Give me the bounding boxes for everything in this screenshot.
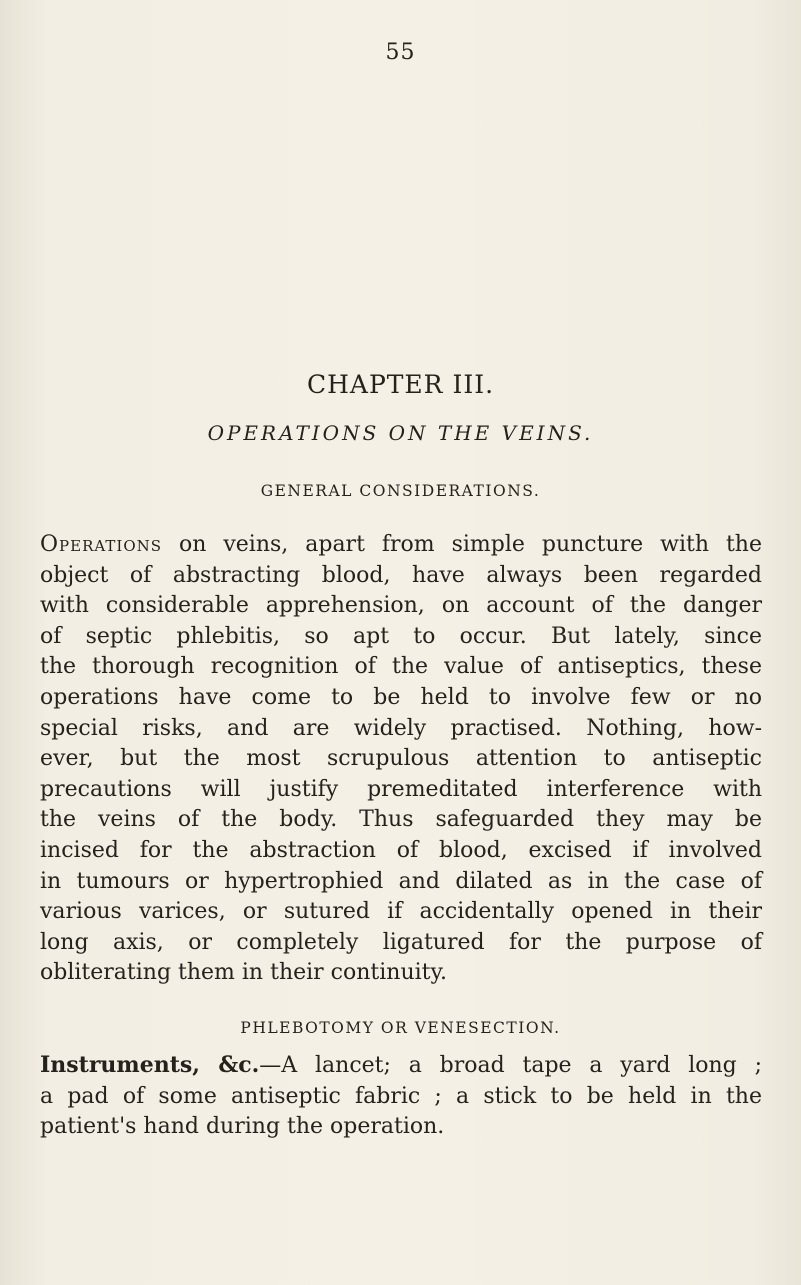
paragraph-line: operations have come to be held to involve few or no (40, 684, 762, 710)
paragraph-line: the veins of the body. Thus safeguarded they may be (40, 807, 762, 833)
page-number: 55 (385, 40, 416, 65)
paragraph-line: ever, but the most scrupulous attention to antiseptic (40, 746, 762, 772)
paragraph-line: various varices, or sutured if accidentally opened in their (40, 899, 762, 925)
lead-word: Operations (40, 532, 163, 557)
paragraph-line (40, 1050, 762, 1082)
paragraph-line: long axis, or completely ligatured for the purpose of (40, 929, 762, 955)
paragraph-line: of septic phlebitis, so apt to occur. But lately, since (40, 623, 762, 649)
chapter-label: CHAPTER III. (306, 370, 495, 399)
paragraph-instruments (40, 1050, 762, 1143)
section-heading-phlebotomy: PHLEBOTOMY OR VENESECTION. (240, 1019, 561, 1037)
paragraph-line (40, 530, 762, 561)
paragraph-line: in tumours or hypertrophied and dilated as in the case of (40, 868, 762, 894)
paragraph-general-considerations (40, 530, 762, 989)
paragraph-line: special risks, and are widely practised. Nothing, how- (40, 715, 762, 741)
line-text: —A lancet; a broad tape a yard long ; (259, 1053, 762, 1078)
paragraph-line: incised for the abstraction of blood, excised if involved (40, 837, 762, 863)
paragraph-line: object of abstracting blood, have always been regarded (40, 562, 762, 588)
chapter-title: OPERATIONS ON THE VEINS. (207, 421, 594, 445)
paragraph-line: the thorough recognition of the value of antiseptics, these (40, 654, 762, 680)
paragraph-line: a pad of some antiseptic fabric ; a stick to be held in the (40, 1083, 762, 1109)
paragraph-line: patient's hand during the operation. (40, 1114, 445, 1140)
section-heading-general-considerations: GENERAL CONSIDERATIONS. (260, 482, 541, 500)
paragraph-line: obliterating them in their continuity. (40, 960, 447, 986)
line-text: on veins, apart from simple puncture with the (162, 532, 762, 557)
paragraph-line: with considerable apprehension, on account of the danger (40, 593, 762, 619)
lead-word: Instruments, &c. (40, 1052, 260, 1078)
paragraph-line: precautions will justify premeditated interference with (40, 776, 762, 802)
